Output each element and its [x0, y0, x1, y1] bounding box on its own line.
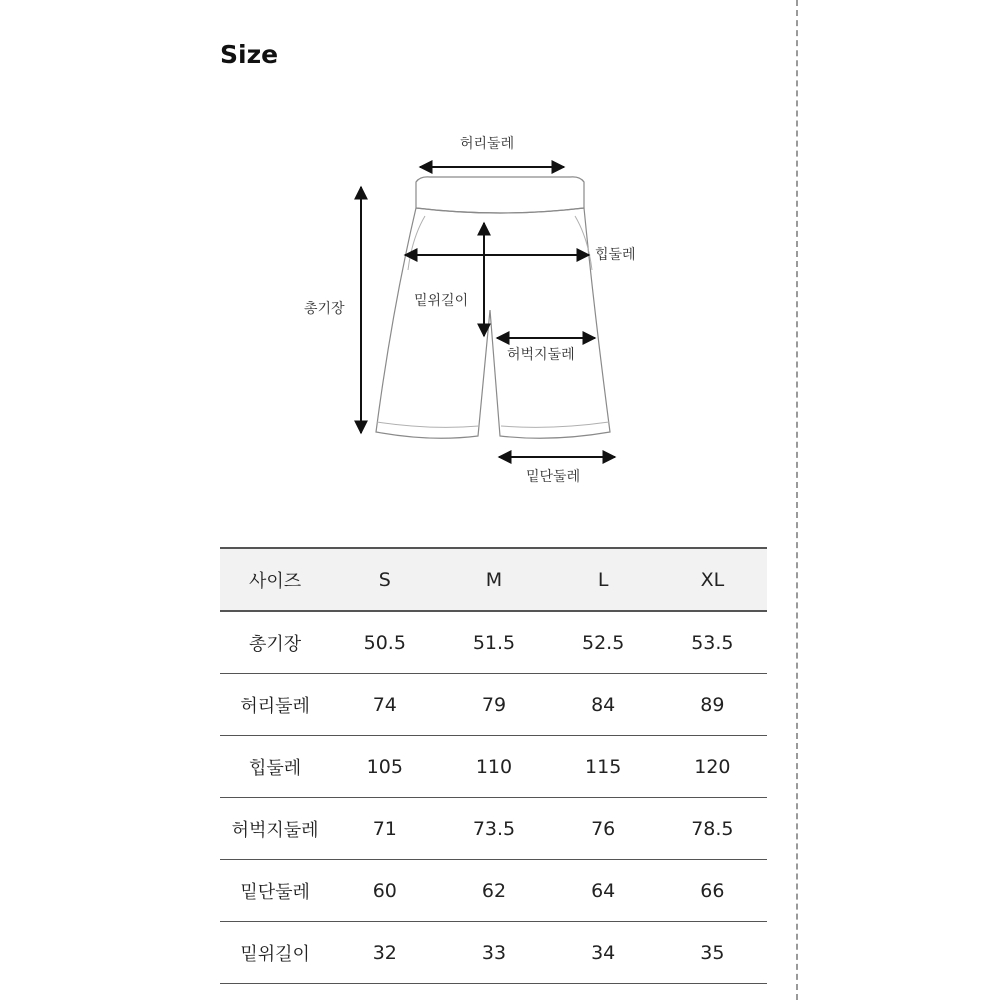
table-row: [220, 736, 767, 798]
header-size-label: 사이즈: [220, 548, 330, 611]
table-cell: 52.5: [549, 611, 658, 674]
page-title: Size: [220, 40, 279, 69]
label-thigh: 허벅지둘레: [507, 347, 575, 363]
table-cell: 64: [549, 860, 658, 922]
table-cell: 89: [658, 674, 767, 736]
table-cell: 71: [330, 798, 439, 860]
row-label: 총기장: [220, 611, 330, 674]
header-size-m: M: [439, 548, 548, 611]
hem-right: [501, 422, 609, 427]
label-rise: 밑위길이: [414, 293, 469, 309]
table-cell: 50.5: [330, 611, 439, 674]
dashed-divider: [796, 0, 798, 1000]
table-cell: 66: [658, 860, 767, 922]
row-label: 힙둘레: [220, 736, 330, 798]
table-cell: 51.5: [439, 611, 548, 674]
row-label: 허리둘레: [220, 674, 330, 736]
table-cell: 74: [330, 674, 439, 736]
table-cell: 60: [330, 860, 439, 922]
table-cell: 115: [549, 736, 658, 798]
header-size-xl: XL: [658, 548, 767, 611]
table-cell: 33: [439, 922, 548, 984]
table-cell: 79: [439, 674, 548, 736]
table-row: [220, 860, 767, 922]
header-size-s: S: [330, 548, 439, 611]
label-hem: 밑단둘레: [526, 469, 581, 485]
row-label: 밑단둘레: [220, 860, 330, 922]
waistband-outline: [416, 177, 584, 213]
row-label: 밑위길이: [220, 922, 330, 984]
table-row: [220, 674, 767, 736]
table-cell: 78.5: [658, 798, 767, 860]
table-cell: 34: [549, 922, 658, 984]
row-label: 허벅지둘레: [220, 798, 330, 860]
pocket-left: [408, 216, 425, 270]
table-cell: 76: [549, 798, 658, 860]
hem-left: [377, 422, 479, 427]
label-total-length: 총기장: [304, 301, 345, 317]
table-cell: 110: [439, 736, 548, 798]
table-cell: 32: [330, 922, 439, 984]
header-size-l: L: [549, 548, 658, 611]
table-cell: 53.5: [658, 611, 767, 674]
table-cell: 84: [549, 674, 658, 736]
shorts-body-outline: [376, 208, 610, 438]
shorts-diagram: [280, 120, 680, 500]
table-cell: 35: [658, 922, 767, 984]
table-row: [220, 798, 767, 860]
table-row: [220, 922, 767, 984]
table-cell: 105: [330, 736, 439, 798]
table-header-row: [220, 548, 767, 611]
table-cell: 62: [439, 860, 548, 922]
table-cell: 120: [658, 736, 767, 798]
label-waist: 허리둘레: [460, 136, 515, 152]
size-table: [220, 547, 767, 984]
table-cell: 73.5: [439, 798, 548, 860]
table-row: [220, 611, 767, 674]
label-hip: 힙둘레: [595, 247, 636, 263]
